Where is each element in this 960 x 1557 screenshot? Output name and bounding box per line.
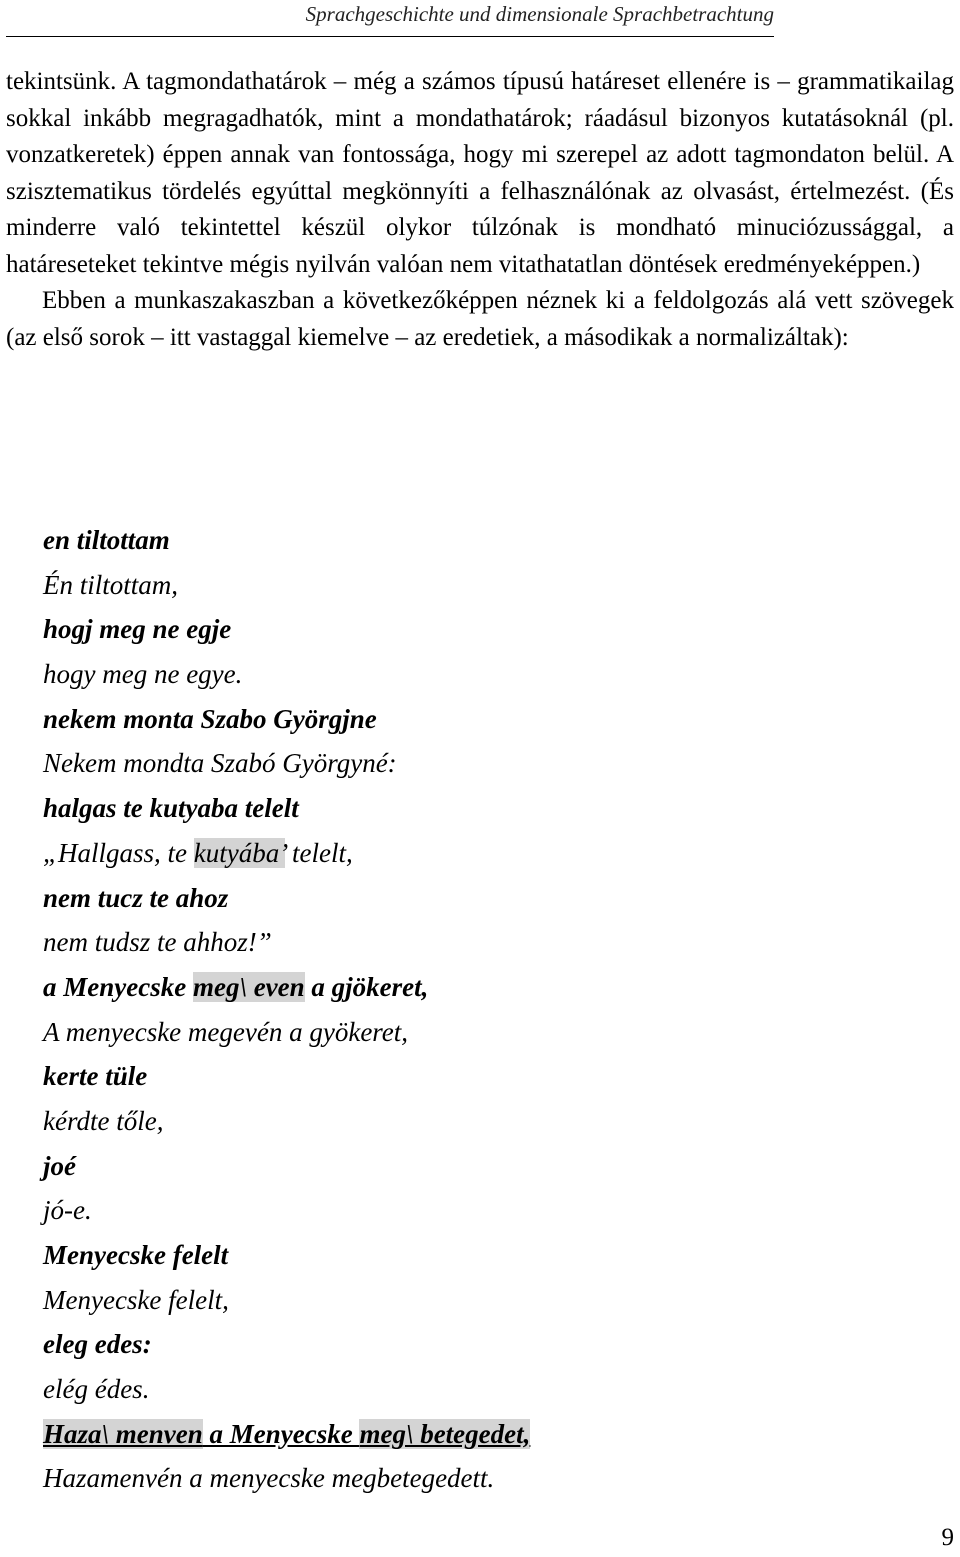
highlighted-segment: Haza\ menven: [43, 1418, 203, 1449]
original-line: [43, 1416, 943, 1461]
paragraph-1: tekintsünk. A tagmondathatárok – még a számos típusú határeset ellenére is – grammatikailag sokkal inkább megragadhatók, mint a mondathatárok; ráadásul bizonyos kutatásoknál (pl. vonzatkeretek) éppen annak van fontossága, hogy mi szerepel az adott tagmondaton belül. A szisztematikus tördelés egyúttal megkönnyíti a felhasználónak az olvasást, értelmezést. (És minderre való tekintettel készül olykor túlzónak is mondható minuciózussággal, a határeseteket tekintve mégis nyilván valóan nem vitathatatlan döntések eredményeképpen.): [6, 68, 954, 278]
text-segment: a Menyecske: [202, 1418, 360, 1449]
highlighted-segment: meg\ betegedet,: [359, 1418, 531, 1449]
normalized-line: kérdte tőle,: [43, 1105, 164, 1136]
original-line: eleg edes:: [43, 1329, 152, 1360]
normalized-line: Menyecske felelt,: [43, 1284, 229, 1315]
normalized-line: jó-e.: [43, 1195, 92, 1226]
text-segment: telelt,: [285, 837, 353, 868]
running-header: [6, 0, 774, 37]
body-text: [6, 64, 954, 356]
original-line: joé: [43, 1150, 76, 1181]
text-segment: a Menyecske: [43, 971, 193, 1002]
highlighted-segment: kutyába’: [193, 837, 286, 868]
original-line: [43, 969, 943, 1014]
paragraph-2: Ebben a munkaszakaszban a következőképpen néznek ki a feldolgozás alá vett szövegek (az első sorok – itt vastaggal kiemelve – az eredetiek, a másodikak a normalizáltak):: [6, 287, 954, 351]
original-line: Menyecske felelt: [43, 1240, 229, 1270]
transcription-block: [43, 522, 943, 1505]
highlighted-segment: meg\ even: [192, 971, 305, 1002]
page-number: 9: [941, 1524, 954, 1551]
original-line: halgas te kutyaba telelt: [43, 793, 299, 824]
text-segment: „Hallgass, te: [43, 837, 194, 868]
normalized-line: hogy meg ne egye.: [43, 659, 243, 690]
normalized-line: Nekem mondta Szabó Györgyné:: [43, 748, 397, 779]
text-segment: a gjökeret,: [304, 971, 429, 1002]
normalized-line: nem tudsz te ahhoz!”: [43, 927, 272, 958]
original-line: hogj meg ne egje: [43, 614, 232, 645]
normalized-line: A menyecske megevén a gyökeret,: [43, 1016, 409, 1047]
original-line: nem tucz te ahoz: [43, 882, 229, 913]
original-line: kerte tüle: [43, 1061, 148, 1092]
running-title: Sprachgeschichte und dimensionale Sprachbetrachtung: [305, 2, 774, 26]
normalized-line: Hazamenvén a menyecske megbetegedett.: [43, 1463, 495, 1494]
normalized-line: [43, 835, 943, 880]
original-line: nekem monta Szabo Györgjne: [43, 703, 377, 734]
normalized-line: Én tiltottam,: [43, 569, 178, 600]
normalized-line: elég édes.: [43, 1374, 150, 1405]
original-line: en tiltottam: [43, 525, 170, 555]
